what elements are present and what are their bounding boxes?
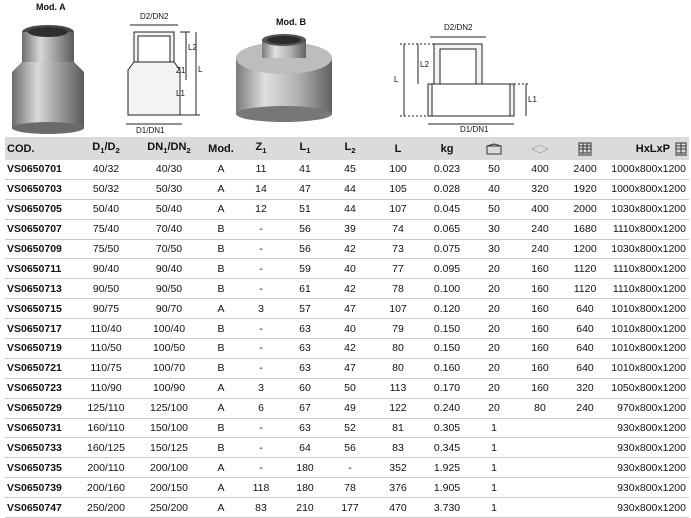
cell-layer-qty: 80 [517,398,563,418]
box-icon [471,137,517,160]
b-bottom-dim: D1/DN1 [460,125,489,134]
cell-box-qty: 40 [471,179,517,199]
cell-dn: 90/70 [135,299,203,319]
cell-layer-qty: 160 [517,339,563,359]
a-top-dim: D2/DN2 [140,12,169,21]
table-row [5,378,689,398]
cell-dn: 90/40 [135,259,203,279]
table-row [5,299,689,319]
a-l2-label: L2 [188,43,197,52]
cell-kg: 1.925 [423,458,471,478]
cell-l2: 47 [327,358,373,378]
cell-l2: 44 [327,179,373,199]
cell-l: 79 [373,319,423,339]
a-l-label: L [198,65,203,74]
mod-b-drawing [400,37,530,124]
cell-kg: 3.730 [423,498,471,518]
cell-l1: 60 [283,378,327,398]
cell-l2: 45 [327,160,373,179]
cell-layer-qty [517,498,563,518]
cell-code: VS0650715 [5,299,77,319]
cell-l2: 50 [327,378,373,398]
cell-dims: 970x800x1200 [607,398,689,418]
cell-dn: 150/100 [135,418,203,438]
cell-box-qty: 20 [471,299,517,319]
cell-mod: A [203,199,239,219]
mod-b-photo [236,34,332,122]
cell-layer-qty: 160 [517,358,563,378]
cell-dn: 50/40 [135,199,203,219]
col-d: $D_1/D_2$ [77,137,135,160]
cell-l1: 180 [283,458,327,478]
cell-pallet-qty: 1120 [563,279,607,299]
cell-pallet-qty: 1920 [563,179,607,199]
mod-a-label: Mod. A [36,2,66,12]
layer-icon [517,137,563,160]
cell-box-qty: 30 [471,219,517,239]
cell-kg: 0.023 [423,160,471,179]
cell-l1: 210 [283,498,327,518]
cell-d: 200/160 [77,478,135,498]
cell-l: 105 [373,179,423,199]
cell-box-qty: 30 [471,239,517,259]
a-bottom-dim: D1/DN1 [136,126,165,135]
table-row [5,398,689,418]
cell-z1: 3 [239,299,283,319]
cell-l2: 42 [327,239,373,259]
cell-dn: 70/40 [135,219,203,239]
cell-z1: 14 [239,179,283,199]
cell-code: VS0650707 [5,219,77,239]
cell-l2: 177 [327,498,373,518]
cell-code: VS0650733 [5,438,77,458]
table-row [5,259,689,279]
cell-dims: 930x800x1200 [607,438,689,458]
table-row [5,418,689,438]
cell-l: 80 [373,358,423,378]
cell-dn: 150/125 [135,438,203,458]
cell-kg: 0.095 [423,259,471,279]
cell-l: 77 [373,259,423,279]
cell-dn: 200/100 [135,458,203,478]
cell-z1: 11 [239,160,283,179]
cell-dims: 1000x800x1200 [607,160,689,179]
cell-dims: 1110x800x1200 [607,219,689,239]
cell-dims: 930x800x1200 [607,418,689,438]
cell-l1: 61 [283,279,327,299]
cell-l: 83 [373,438,423,458]
table-row [5,438,689,458]
cell-l1: 59 [283,259,327,279]
cell-box-qty: 1 [471,478,517,498]
cell-l: 107 [373,199,423,219]
cell-z1: - [239,239,283,259]
cell-pallet-qty: 640 [563,299,607,319]
cell-mod: B [203,219,239,239]
col-code: COD. [5,137,77,160]
cell-dims: 1110x800x1200 [607,259,689,279]
cell-layer-qty: 160 [517,279,563,299]
cell-l2: 78 [327,478,373,498]
cell-kg: 0.240 [423,398,471,418]
cell-d: 50/32 [77,179,135,199]
cell-kg: 0.150 [423,319,471,339]
cell-layer-qty [517,458,563,478]
cell-l1: 63 [283,358,327,378]
cell-z1: 3 [239,378,283,398]
cell-d: 75/40 [77,219,135,239]
cell-code: VS0650705 [5,199,77,219]
cell-dims: 1010x800x1200 [607,339,689,359]
cell-code: VS0650717 [5,319,77,339]
cell-d: 110/90 [77,378,135,398]
cell-code: VS0650721 [5,358,77,378]
cell-box-qty: 20 [471,358,517,378]
cell-dims: 1110x800x1200 [607,279,689,299]
cell-d: 125/110 [77,398,135,418]
cell-z1: - [239,438,283,458]
table-row [5,458,689,478]
cell-layer-qty [517,478,563,498]
cell-mod: A [203,160,239,179]
cell-pallet-qty [563,438,607,458]
cell-pallet-qty: 1200 [563,239,607,259]
cell-dn: 40/30 [135,160,203,179]
b-l2-label: L2 [420,60,429,69]
pallet-icon [563,137,607,160]
cell-dims: 1000x800x1200 [607,179,689,199]
cell-dims: 1030x800x1200 [607,239,689,259]
cell-dims: 1010x800x1200 [607,319,689,339]
cell-d: 160/110 [77,418,135,438]
cell-box-qty: 1 [471,418,517,438]
a-z1-label: Z1 [176,66,186,75]
table-row [5,239,689,259]
cell-code: VS0650711 [5,259,77,279]
cell-dn: 125/100 [135,398,203,418]
cell-mod: B [203,438,239,458]
product-table [5,137,689,518]
cell-l2: - [327,458,373,478]
cell-dn: 100/90 [135,378,203,398]
table-row [5,160,689,179]
cell-l1: 64 [283,438,327,458]
cell-d: 40/32 [77,160,135,179]
cell-code: VS0650735 [5,458,77,478]
cell-dims: 1010x800x1200 [607,299,689,319]
cell-l: 74 [373,219,423,239]
a-l1-label: L1 [176,89,185,98]
cell-dn: 100/40 [135,319,203,339]
cell-mod: B [203,418,239,438]
table-row [5,319,689,339]
cell-l: 376 [373,478,423,498]
cell-kg: 0.150 [423,339,471,359]
cell-l2: 42 [327,339,373,359]
cell-l: 107 [373,299,423,319]
cell-dn: 70/50 [135,239,203,259]
cell-pallet-qty: 1680 [563,219,607,239]
b-l1-label: L1 [528,95,537,104]
col-dims: HxLxP [607,137,673,160]
cell-l: 470 [373,498,423,518]
cell-code: VS0650703 [5,179,77,199]
table-row [5,478,689,498]
cell-l1: 56 [283,239,327,259]
cell-layer-qty: 400 [517,160,563,179]
cell-mod: A [203,179,239,199]
cell-dn: 250/200 [135,498,203,518]
cell-d: 110/40 [77,319,135,339]
cell-d: 90/40 [77,259,135,279]
cell-dims: 930x800x1200 [607,478,689,498]
cell-l1: 180 [283,478,327,498]
b-top-dim: D2/DN2 [444,23,473,32]
cell-pallet-qty: 640 [563,319,607,339]
cell-mod: A [203,498,239,518]
cell-l: 81 [373,418,423,438]
cell-l1: 63 [283,319,327,339]
cell-box-qty: 50 [471,199,517,219]
cell-d: 250/200 [77,498,135,518]
cell-layer-qty: 240 [517,239,563,259]
cell-code: VS0650709 [5,239,77,259]
cell-box-qty: 1 [471,458,517,478]
col-dn: $DN_1/DN_2$ [135,137,203,160]
cell-dn: 100/50 [135,339,203,359]
col-kg: kg [423,137,471,160]
cell-z1: - [239,358,283,378]
cell-kg: 0.075 [423,239,471,259]
cell-pallet-qty [563,498,607,518]
cell-kg: 0.028 [423,179,471,199]
cell-kg: 0.100 [423,279,471,299]
cell-kg: 1.905 [423,478,471,498]
col-l1: $L_1$ [283,137,327,160]
cell-d: 75/50 [77,239,135,259]
cell-l: 122 [373,398,423,418]
cell-code: VS0650731 [5,418,77,438]
cell-z1: 6 [239,398,283,418]
table-header-row [5,137,689,160]
cell-box-qty: 20 [471,279,517,299]
cell-pallet-qty: 2400 [563,160,607,179]
table-row [5,199,689,219]
cell-z1: - [239,279,283,299]
cell-layer-qty: 320 [517,179,563,199]
cell-pallet-qty: 1120 [563,259,607,279]
cell-l1: 57 [283,299,327,319]
cell-box-qty: 1 [471,498,517,518]
cell-z1: - [239,219,283,239]
drawings-svg [0,0,691,135]
col-mod: Mod. [203,137,239,160]
cell-pallet-qty: 240 [563,398,607,418]
mod-b-label: Mod. B [276,17,306,27]
cell-l2: 40 [327,319,373,339]
cell-l2: 42 [327,279,373,299]
cell-d: 90/75 [77,299,135,319]
cell-l: 78 [373,279,423,299]
cell-dn: 100/70 [135,358,203,378]
cell-l: 113 [373,378,423,398]
table-row [5,219,689,239]
cell-dn: 90/50 [135,279,203,299]
cell-layer-qty: 240 [517,219,563,239]
cell-code: VS0650719 [5,339,77,359]
cell-l1: 51 [283,199,327,219]
cell-l1: 47 [283,179,327,199]
cell-layer-qty: 160 [517,259,563,279]
cell-l: 100 [373,160,423,179]
cell-pallet-qty: 640 [563,339,607,359]
cell-d: 160/125 [77,438,135,458]
table-row [5,279,689,299]
cell-l1: 41 [283,160,327,179]
cell-z1: - [239,458,283,478]
cell-l2: 56 [327,438,373,458]
cell-mod: B [203,259,239,279]
cell-kg: 0.045 [423,199,471,219]
cell-box-qty: 1 [471,438,517,458]
cell-l1: 56 [283,219,327,239]
cell-z1: 118 [239,478,283,498]
col-l: L [373,137,423,160]
table-row [5,179,689,199]
cell-l1: 63 [283,339,327,359]
cell-kg: 0.305 [423,418,471,438]
cell-l2: 52 [327,418,373,438]
cell-box-qty: 20 [471,319,517,339]
cell-box-qty: 20 [471,339,517,359]
cell-layer-qty: 160 [517,299,563,319]
cell-l2: 40 [327,259,373,279]
cell-d: 110/75 [77,358,135,378]
col-z1: $Z_1$ [239,137,283,160]
table-body [5,160,689,518]
cell-mod: A [203,398,239,418]
cell-box-qty: 20 [471,398,517,418]
cell-z1: 12 [239,199,283,219]
cell-z1: - [239,339,283,359]
cell-kg: 0.345 [423,438,471,458]
cell-layer-qty: 160 [517,319,563,339]
cell-kg: 0.065 [423,219,471,239]
col-l2: $L_2$ [327,137,373,160]
cell-dn: 50/30 [135,179,203,199]
cell-z1: 83 [239,498,283,518]
cell-code: VS0650713 [5,279,77,299]
cell-l2: 49 [327,398,373,418]
cell-code: VS0650739 [5,478,77,498]
cell-dims: 1030x800x1200 [607,199,689,219]
cell-mod: B [203,239,239,259]
cell-pallet-qty: 640 [563,358,607,378]
cell-pallet-qty [563,458,607,478]
cell-code: VS0650729 [5,398,77,418]
cell-dims: 1050x800x1200 [607,378,689,398]
cell-l: 352 [373,458,423,478]
cell-d: 200/110 [77,458,135,478]
cell-l1: 63 [283,418,327,438]
cell-l2: 39 [327,219,373,239]
cell-z1: - [239,418,283,438]
cell-kg: 0.120 [423,299,471,319]
cell-box-qty: 20 [471,378,517,398]
cell-layer-qty: 160 [517,378,563,398]
cell-l: 73 [373,239,423,259]
cell-mod: A [203,458,239,478]
cell-pallet-qty: 2000 [563,199,607,219]
mod-a-photo [12,25,84,134]
cell-pallet-qty [563,418,607,438]
cell-z1: - [239,259,283,279]
cell-dims: 930x800x1200 [607,498,689,518]
cell-l2: 44 [327,199,373,219]
cell-l: 80 [373,339,423,359]
cell-kg: 0.170 [423,378,471,398]
cell-box-qty: 50 [471,160,517,179]
cell-layer-qty: 400 [517,199,563,219]
cell-l2: 47 [327,299,373,319]
technical-drawings [0,0,691,135]
cell-pallet-qty: 320 [563,378,607,398]
cell-dn: 200/150 [135,478,203,498]
b-l-label: L [394,75,399,84]
cell-l1: 67 [283,398,327,418]
cell-layer-qty [517,418,563,438]
cell-mod: A [203,378,239,398]
table-row [5,339,689,359]
cell-z1: - [239,319,283,339]
cell-code: VS0650747 [5,498,77,518]
cell-mod: B [203,279,239,299]
table-row [5,498,689,518]
cell-layer-qty [517,438,563,458]
pallet-dimensions-icon [673,137,689,160]
mod-a-drawing [126,25,200,124]
cell-dims: 1010x800x1200 [607,358,689,378]
cell-code: VS0650723 [5,378,77,398]
cell-mod: B [203,319,239,339]
cell-d: 90/50 [77,279,135,299]
cell-d: 110/50 [77,339,135,359]
cell-mod: A [203,299,239,319]
cell-kg: 0.160 [423,358,471,378]
cell-box-qty: 20 [471,259,517,279]
cell-mod: B [203,339,239,359]
table-row [5,358,689,378]
cell-mod: B [203,358,239,378]
cell-dims: 930x800x1200 [607,458,689,478]
cell-mod: A [203,478,239,498]
cell-pallet-qty [563,478,607,498]
cell-d: 50/40 [77,199,135,219]
cell-code: VS0650701 [5,160,77,179]
